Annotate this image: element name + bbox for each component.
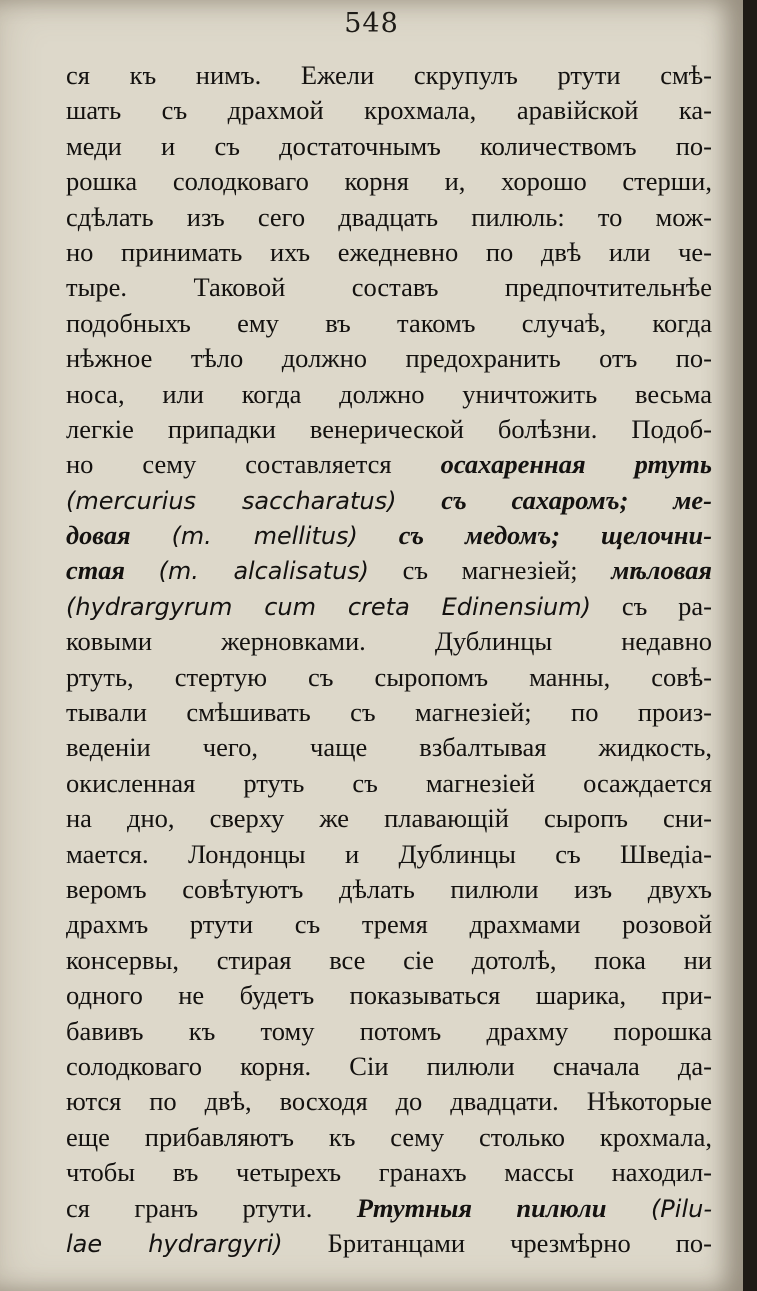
- text-segment: легкіе припадки венерической болѣзни. Подоб-: [66, 413, 712, 444]
- text-segment: но сему составляется: [66, 449, 441, 480]
- text-line: [66, 978, 712, 1013]
- text-segment: ся къ нимъ. Ежели скрупулъ ртути смѣ-: [66, 60, 712, 90]
- text-segment: бавивъ къ тому потомъ драхму порошка: [66, 1015, 712, 1046]
- text-line: [66, 660, 712, 695]
- emphasis-text: Ртутныя пилюли: [356, 1192, 651, 1223]
- text-segment: ковыми жерновками. Дублинцы недавно: [66, 626, 712, 657]
- text-line: [66, 412, 712, 447]
- text-segment: ются по двѣ, восходя до двадцати. Нѣкоторые: [66, 1086, 712, 1117]
- text-line: [66, 553, 712, 588]
- latin-term: lae hydrargyri): [66, 1229, 283, 1258]
- text-line: [66, 1191, 712, 1226]
- emphasis-text: съ сахаромъ; ме-: [396, 484, 712, 515]
- text-segment: нѣжное тѣло должно предохранить отъ по-: [66, 343, 712, 374]
- text-line: [66, 164, 712, 199]
- text-segment: еще прибавляютъ къ сему столько крохмала,: [66, 1121, 712, 1152]
- page-number: 548: [344, 8, 399, 39]
- text-segment: съ ра-: [591, 590, 712, 621]
- text-segment: Британцами чрезмѣрно по-: [282, 1227, 712, 1258]
- text-line: [66, 1049, 712, 1084]
- text-segment: ртуть, стертую съ сыропомъ манны, совѣ-: [66, 661, 712, 692]
- emphasis-text: съ медомъ; щелочни-: [357, 521, 712, 551]
- latin-term: (Pilu-: [650, 1194, 712, 1223]
- emphasis-text: осахаренная ртуть: [440, 449, 712, 480]
- text-line: [66, 58, 712, 93]
- text-segment: тывали смѣшивать съ магнезіей; по произ-: [66, 697, 712, 728]
- text-line: [66, 483, 712, 518]
- text-line: [66, 377, 712, 412]
- text-line: [66, 93, 712, 128]
- text-segment: окисленная ртуть съ магнезіей осаждается: [66, 767, 712, 798]
- latin-term: (m. alcalisatus): [158, 557, 369, 586]
- text-line: [66, 200, 712, 235]
- text-line: [66, 1014, 712, 1049]
- text-line: [66, 801, 712, 836]
- text-segment: носа, или когда должно уничтожить весьма: [66, 378, 712, 409]
- text-segment: одного не будетъ показываться шарика, при-: [66, 980, 712, 1011]
- text-segment: веденіи чего, чаще взбалтывая жидкость,: [66, 732, 712, 763]
- text-segment: сдѣлать изъ сего двадцать пилюль: то мож-: [66, 201, 712, 232]
- latin-term: (m. mellitus): [171, 522, 358, 551]
- text-line: [66, 1084, 712, 1119]
- text-line: [66, 943, 712, 978]
- text-segment: подобныхъ ему въ такомъ случаѣ, когда: [66, 307, 712, 338]
- text-segment: шать съ драхмой крохмала, аравійской ка-: [66, 95, 712, 126]
- text-segment: чтобы въ четырехъ гранахъ массы находил-: [66, 1157, 712, 1188]
- text-segment: мается. Лондонцы и Дублинцы съ Шведіа-: [66, 838, 712, 869]
- emphasis-text: стая: [66, 556, 159, 586]
- text-line: [66, 1226, 712, 1261]
- text-line: [66, 837, 712, 872]
- text-segment: консервы, стирая все сіе дотолѣ, пока ни: [66, 944, 712, 975]
- text-line: [66, 907, 712, 942]
- text-segment: на дно, сверху же плавающій сыропъ сни-: [66, 803, 712, 834]
- text-segment: веромъ совѣтуютъ дѣлать пилюли изъ двухъ: [66, 873, 712, 904]
- text-line: [66, 695, 712, 730]
- text-line: [66, 518, 712, 553]
- text-segment: меди и съ достаточнымъ количествомъ по-: [66, 130, 712, 161]
- text-segment: но принимать ихъ ежедневно по двѣ или че-: [66, 236, 712, 267]
- text-line: [66, 1120, 712, 1155]
- text-line: [66, 1155, 712, 1190]
- latin-term: (hydrargyrum cum creta Edinensium): [66, 592, 591, 621]
- text-line: [66, 306, 712, 341]
- text-line: [66, 270, 712, 305]
- text-line: [66, 766, 712, 801]
- text-line: [66, 129, 712, 164]
- page-edge: [743, 0, 757, 1291]
- text-segment: рошка солодковаго корня и, хорошо стерши,: [66, 166, 712, 197]
- text-line: [66, 235, 712, 270]
- emphasis-text: мѣловая: [611, 556, 712, 586]
- text-segment: солодковаго корня. Сіи пилюли сначала да-: [66, 1050, 712, 1081]
- text-line: [66, 872, 712, 907]
- text-segment: ся гранъ ртути.: [66, 1192, 357, 1223]
- text-line: [66, 341, 712, 376]
- emphasis-text: довая: [66, 521, 172, 551]
- text-segment: драхмъ ртути съ тремя драхмами розовой: [66, 909, 712, 940]
- text-line: [66, 624, 712, 659]
- text-line: [66, 730, 712, 765]
- text-segment: тыре. Таковой составъ предпочтительнѣе: [66, 272, 712, 303]
- latin-term: (mercurius saccharatus): [66, 486, 397, 515]
- body-text: [66, 58, 712, 1261]
- text-line: [66, 589, 712, 624]
- text-segment: съ магнезіей;: [368, 556, 612, 586]
- text-line: [66, 447, 712, 482]
